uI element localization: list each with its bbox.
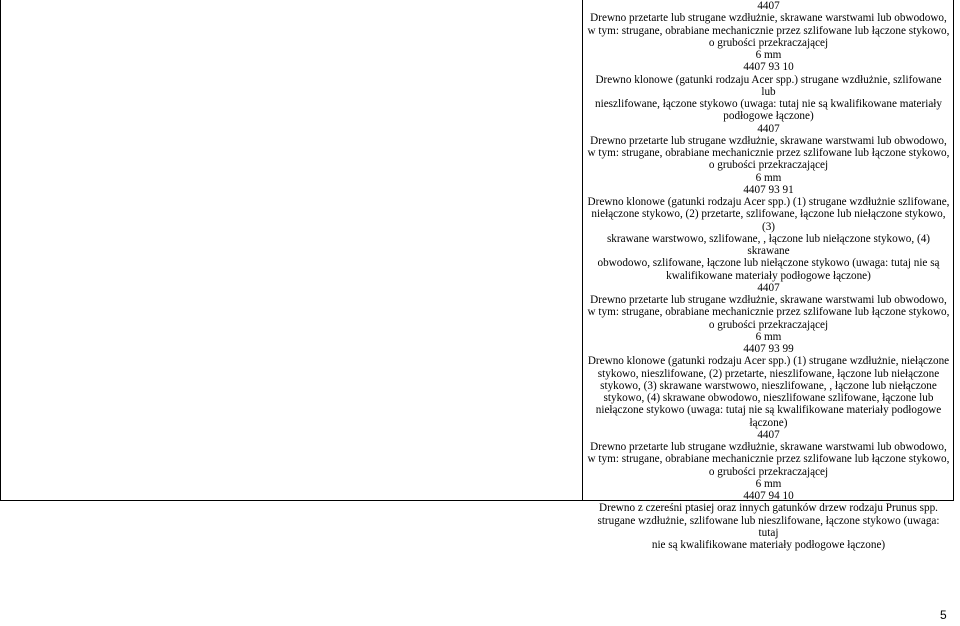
text-line: skrawane warstwowo, szlifowane, , łączone lub niełączone stykowo, (4) skrawane — [606, 232, 931, 257]
text-line: 4407 — [757, 122, 780, 135]
text-line: 4407 — [757, 0, 780, 12]
text-line: nieszlifowane, łączone stykowo (uwaga: tutaj nie są kwalifikowane materiały — [595, 98, 942, 110]
text-line: 4407 94 10 — [743, 490, 794, 502]
text-line: 4407 — [757, 281, 780, 294]
text-line: Drewno klonowe (gatunki rodzaju Acer spp.) strugane wzdłużnie, szlifowane lub — [595, 73, 942, 98]
text-line: podłogowe łączone) — [723, 110, 814, 123]
text-line: Drewno przetarte lub strugane wzdłużnie, skrawane warstwami lub obwodowo, — [590, 134, 947, 147]
text-line: 4407 93 10 — [743, 61, 794, 74]
text-line: stykowo, (4) skrawane obwodowo, nieszlifowane szlifowane, łączone lub — [603, 392, 934, 404]
text-line: Drewno przetarte lub strugane wzdłużnie, skrawane warstwami lub obwodowo, — [590, 294, 947, 306]
text-line: 6 mm — [755, 330, 782, 343]
text-line: o grubości przekraczającej — [708, 465, 829, 478]
text-line: Drewno przetarte lub strugane wzdłużnie, skrawane warstwami lub obwodowo, — [590, 12, 947, 25]
text-line: łączone) — [749, 416, 788, 429]
text-line: w tym: strugane, obrabiane mechanicznie przez szlifowane lub łączone stykowo, — [587, 24, 950, 37]
text-line: 4407 93 91 — [743, 183, 794, 196]
text-line: 4407 — [757, 428, 780, 441]
text-line: Drewno z czereśni ptasiej oraz innych gatunków drzew rodzaju Prunus spp. — [599, 502, 938, 515]
text-line: stykowo, (3) skrawane warstwowo, nieszlifowane, , łączone lub niełączone — [600, 379, 937, 392]
text-line: strugane wzdłużnie, szlifowane lub nieszlifowane, łączone stykowo (uwaga: tutaj — [597, 514, 940, 539]
text-block — [583, 0, 954, 551]
text-line: nie są kwalifikowane materiały podłogowe łączone) — [651, 539, 886, 551]
text-line: kwalifikowane materiały podłogowe łączone) — [666, 269, 871, 282]
text-line: 6 mm — [755, 477, 782, 490]
text-line: w tym: strugane, obrabiane mechanicznie przez szlifowane lub łączone stykowo, — [587, 306, 950, 319]
text-line: niełączone stykowo (uwaga: tutaj nie są kwalifikowane materiały podłogowe — [595, 404, 942, 417]
text-line: niełączone stykowo, (2) przetarte, szlifowane, łączone lub niełączone stykowo, (3) — [591, 208, 946, 233]
text-line: w tym: strugane, obrabiane mechanicznie przez szlifowane lub łączone stykowo, — [587, 147, 950, 159]
text-line: Drewno przetarte lub strugane wzdłużnie, skrawane warstwami lub obwodowo, — [590, 441, 947, 453]
text-line: w tym: strugane, obrabiane mechanicznie przez szlifowane lub łączone stykowo, — [587, 453, 950, 466]
text-line: o grubości przekraczającej — [708, 159, 829, 172]
description-column — [583, 0, 954, 551]
text-line: Drewno klonowe (gatunki rodzaju Acer spp.) (1) strugane wzdłużnie, niełączone — [587, 355, 950, 368]
text-line: stykowo, nieszlifowane, (2) przetarte, nieszlifowane, łączone lub niełączone — [597, 367, 940, 380]
text-line: 4407 93 99 — [743, 343, 794, 355]
text-line: o grubości przekraczającej — [708, 36, 829, 49]
text-line: obwodowo, szlifowane, łączone lub niełączone stykowo (uwaga: tutaj nie są — [597, 257, 940, 270]
text-line: Drewno klonowe (gatunki rodzaju Acer spp.) (1) strugane wzdłużnie szlifowane, — [587, 196, 950, 208]
page-number: 5 — [940, 608, 947, 622]
text-line: 6 mm — [755, 49, 782, 61]
text-line: o grubości przekraczającej — [708, 318, 829, 331]
text-line: 6 mm — [755, 171, 782, 184]
